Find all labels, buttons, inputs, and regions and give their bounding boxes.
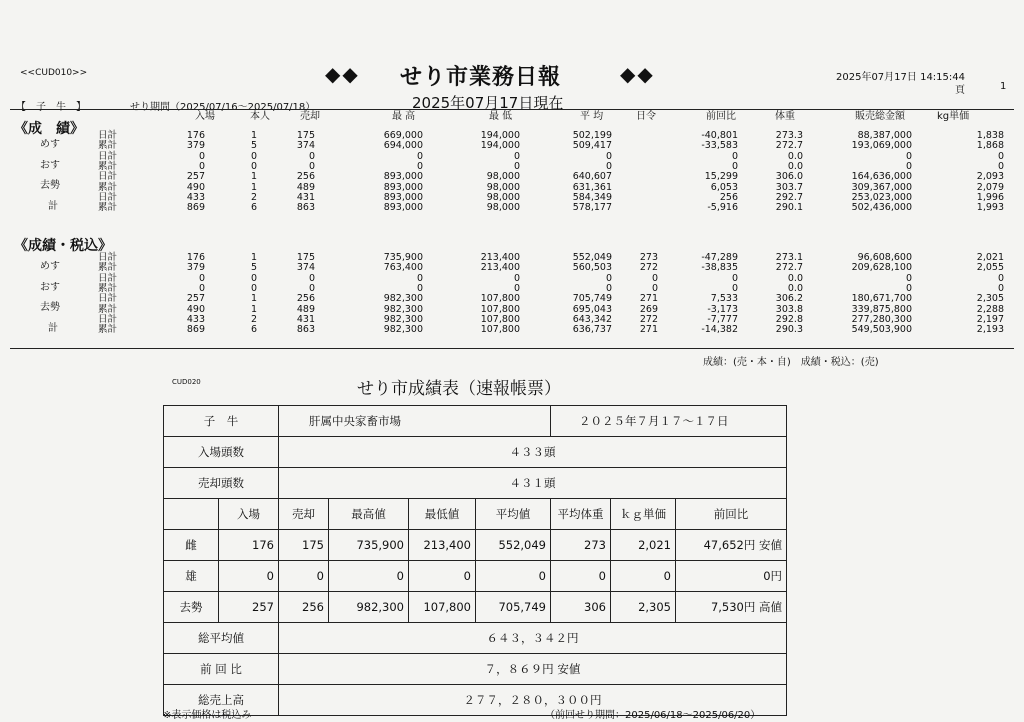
- sheet-cell-taiju: 0: [551, 561, 611, 592]
- cell-sogaku: 193,069,000: [851, 140, 912, 152]
- sheet-cell-saitei: 0: [409, 561, 476, 592]
- cell-zenkai: 7,533: [710, 293, 738, 305]
- cell-nichirei: 0: [651, 282, 658, 294]
- cell-saiko: 982,300: [383, 293, 423, 305]
- row-kind: 日計: [98, 171, 118, 183]
- cell-zenkai: 0: [731, 272, 738, 284]
- cell-heikin: 631,361: [572, 181, 612, 193]
- col-nichirei: 日令: [636, 111, 656, 122]
- cell-baikyaku: 489: [296, 303, 315, 315]
- sheet-cell-saiko: 735,900: [329, 530, 409, 561]
- sheet-cell-nyujo: 257: [219, 592, 279, 623]
- cell-kg: 1,838: [976, 130, 1004, 141]
- cell-nyujo: 433: [186, 313, 205, 325]
- col-zenkai: 前回比: [706, 111, 736, 122]
- cell-baikyaku: 175: [296, 252, 315, 263]
- cell-taiju: 290.1: [775, 202, 803, 214]
- cell-baikyaku: 863: [296, 202, 315, 214]
- cell-saiko: 893,000: [383, 191, 423, 203]
- cell-nichirei: 0: [651, 272, 658, 284]
- cell-nichirei: 271: [639, 293, 658, 305]
- cell-sogaku: 253,023,000: [851, 191, 912, 203]
- col-kg: kg単価: [937, 111, 970, 122]
- sheet-entered-value: ４３３頭: [279, 437, 787, 468]
- sheet-cell-saiko: 0: [329, 561, 409, 592]
- col-baikyaku: 売却: [300, 111, 320, 122]
- sheet-code: CUD020: [172, 378, 201, 386]
- cell-saiko: 893,000: [383, 181, 423, 193]
- cell-taiju: 0.0: [787, 160, 803, 172]
- cell-baikyaku: 431: [296, 191, 315, 203]
- cell-taiju: 303.7: [775, 181, 803, 193]
- group-label: 計: [48, 322, 58, 334]
- sheet-header-row: [164, 499, 787, 530]
- cell-sogaku: 88,387,000: [857, 130, 912, 141]
- sheet-title: せり市成績表（速報帳票）: [357, 379, 561, 399]
- cell-honnin: 6: [250, 202, 257, 214]
- sheet-cell-zenkai: 0円: [676, 561, 787, 592]
- cell-kg: 0: [997, 150, 1004, 162]
- cell-saiko: 0: [416, 282, 423, 294]
- sheet-cell-saiko: 982,300: [329, 592, 409, 623]
- cell-saitei: 0: [513, 150, 520, 162]
- group-label: おす: [40, 159, 60, 171]
- diamond-icon-left: ◆◆: [325, 62, 360, 86]
- cell-sogaku: 277,280,300: [851, 313, 912, 325]
- row-kind: 累計: [98, 303, 118, 315]
- sheet-header: 平均値: [476, 499, 551, 530]
- cell-saitei: 107,800: [480, 293, 520, 305]
- cell-sogaku: 209,628,100: [851, 262, 912, 274]
- sheet-header-blank: [164, 499, 219, 530]
- group-label: めす: [40, 139, 60, 150]
- cell-nyujo: 869: [186, 202, 205, 214]
- cell-nyujo: 176: [186, 130, 205, 141]
- cell-saitei: 98,000: [486, 191, 520, 203]
- cell-nyujo: 433: [186, 191, 205, 203]
- page-label: 頁: [955, 85, 965, 96]
- cell-taiju: 272.7: [775, 140, 803, 152]
- cell-saitei: 98,000: [486, 171, 520, 183]
- cell-kg: 0: [997, 272, 1004, 284]
- sheet-total-label: 総売上高: [164, 685, 279, 716]
- cell-zenkai: 0: [731, 160, 738, 172]
- cell-saitei: 213,400: [480, 252, 520, 263]
- cell-sogaku: 0: [905, 272, 912, 284]
- col-nyujo: 入場: [195, 111, 215, 122]
- cell-honnin: 1: [250, 293, 257, 305]
- cell-sogaku: 164,636,000: [851, 171, 912, 183]
- cell-saitei: 98,000: [486, 181, 520, 193]
- cell-saitei: 194,000: [480, 130, 520, 141]
- cell-sogaku: 0: [905, 282, 912, 294]
- sheet-row-sold: [164, 468, 787, 499]
- row-kind: 累計: [98, 160, 118, 172]
- print-datetime: 2025年07月17日 14:15:44: [836, 72, 965, 83]
- cell-zenkai: -3,173: [707, 303, 738, 315]
- cell-heikin: 0: [605, 282, 612, 294]
- row-kind: 累計: [98, 202, 118, 214]
- sheet-header: ｋｇ単価: [611, 499, 676, 530]
- table-row: [0, 172, 1024, 182]
- row-kind: 日計: [98, 272, 118, 284]
- cell-baikyaku: 0: [308, 282, 315, 294]
- cell-saiko: 893,000: [383, 202, 423, 214]
- cell-kg: 1,996: [976, 191, 1004, 203]
- cell-nichirei: 272: [639, 313, 658, 325]
- cell-nyujo: 0: [198, 150, 205, 162]
- cell-honnin: 0: [250, 272, 257, 284]
- table-row: [0, 274, 1024, 284]
- cell-taiju: 0.0: [787, 150, 803, 162]
- sheet-header: 売却: [279, 499, 329, 530]
- cell-kg: 2,093: [976, 171, 1004, 183]
- row-kind: 累計: [98, 282, 118, 294]
- table-row: [0, 263, 1024, 273]
- cell-baikyaku: 175: [296, 130, 315, 141]
- sheet-date-range: ２０２５年７月１７～１７日: [551, 406, 787, 437]
- cell-zenkai: -40,801: [701, 130, 738, 141]
- section-title-seiseki: 《成 績》: [14, 121, 84, 137]
- cell-baikyaku: 0: [308, 272, 315, 284]
- cell-sogaku: 309,367,000: [851, 181, 912, 193]
- cell-honnin: 5: [250, 262, 257, 274]
- cell-heikin: 705,749: [572, 293, 612, 305]
- cell-honnin: 6: [250, 324, 257, 336]
- cell-sogaku: 180,671,700: [851, 293, 912, 305]
- cell-kg: 0: [997, 282, 1004, 294]
- sheet-data-row: [164, 592, 787, 623]
- cell-baikyaku: 374: [296, 140, 315, 152]
- cell-taiju: 303.8: [775, 303, 803, 315]
- sheet-row-label: 去勢: [164, 592, 219, 623]
- cell-sogaku: 0: [905, 150, 912, 162]
- group-label: 去勢: [40, 302, 60, 314]
- as-of-date: 2025年07月17日現在: [412, 94, 564, 112]
- sheet-prev-label: 前 回 比: [164, 654, 279, 685]
- col-honnin: 本人: [250, 111, 270, 122]
- row-kind: 日計: [98, 293, 118, 305]
- cell-taiju: 306.2: [775, 293, 803, 305]
- row-kind: 累計: [98, 262, 118, 274]
- cell-honnin: 0: [250, 282, 257, 294]
- sheet-row-label: 雌: [164, 530, 219, 561]
- cell-honnin: 1: [250, 130, 257, 141]
- cell-heikin: 636,737: [572, 324, 612, 336]
- cell-heikin: 643,342: [572, 313, 612, 325]
- cell-heikin: 0: [605, 272, 612, 284]
- cell-kg: 2,305: [976, 293, 1004, 305]
- col-saiko: 最 高: [392, 111, 416, 122]
- cell-saiko: 669,000: [383, 130, 423, 141]
- cell-honnin: 2: [250, 313, 257, 325]
- sheet-data-row: [164, 561, 787, 592]
- sheet-header: 最低値: [409, 499, 476, 530]
- cell-taiju: 0.0: [787, 272, 803, 284]
- cell-saiko: 735,900: [383, 252, 423, 263]
- sheet-cell-taiju: 273: [551, 530, 611, 561]
- table-row: [0, 305, 1024, 315]
- sheet-cell-baikyaku: 175: [279, 530, 329, 561]
- cell-baikyaku: 374: [296, 262, 315, 274]
- sheet-cell-nyujo: 176: [219, 530, 279, 561]
- cell-kg: 2,079: [976, 181, 1004, 193]
- page-number: 1: [1000, 81, 1007, 92]
- cell-saiko: 0: [416, 160, 423, 172]
- cell-saitei: 107,800: [480, 313, 520, 325]
- cell-kg: 2,055: [976, 262, 1004, 274]
- cell-sogaku: 0: [905, 160, 912, 172]
- sheet-cell-baikyaku: 256: [279, 592, 329, 623]
- cell-taiju: 273.1: [775, 252, 803, 263]
- legend-note: 成績：(売・本・自) 成績・税込：(売): [703, 357, 879, 368]
- cell-heikin: 502,199: [572, 130, 612, 141]
- cell-heikin: 578,177: [572, 202, 612, 214]
- cell-taiju: 290.3: [775, 324, 803, 336]
- cell-saitei: 0: [513, 282, 520, 294]
- cell-honnin: 1: [250, 303, 257, 315]
- sheet-cell-baikyaku: 0: [279, 561, 329, 592]
- cell-honnin: 1: [250, 181, 257, 193]
- column-header-row: [0, 112, 1024, 122]
- cell-nyujo: 0: [198, 282, 205, 294]
- cell-zenkai: 0: [731, 282, 738, 294]
- cell-honnin: 1: [250, 252, 257, 263]
- row-kind: 累計: [98, 140, 118, 152]
- cell-nichirei: 269: [639, 303, 658, 315]
- cell-sogaku: 549,503,900: [851, 324, 912, 336]
- cell-saitei: 194,000: [480, 140, 520, 152]
- sheet-row-category: [164, 406, 787, 437]
- category-label: 【 子 牛 】: [16, 102, 86, 113]
- sheet-entered-label: 入場頭数: [164, 437, 279, 468]
- report-title: せり市業務日報: [400, 65, 562, 90]
- cell-saiko: 982,300: [383, 303, 423, 315]
- sheet-row-prev: [164, 654, 787, 685]
- sheet-cell-heikin: 0: [476, 561, 551, 592]
- sheet-body: [164, 530, 787, 623]
- cell-saitei: 0: [513, 160, 520, 172]
- cell-saitei: 213,400: [480, 262, 520, 274]
- cell-kg: 2,021: [976, 252, 1004, 263]
- sheet-cell-saitei: 213,400: [409, 530, 476, 561]
- cell-heikin: 560,503: [572, 262, 612, 274]
- cell-sogaku: 96,608,600: [857, 252, 912, 263]
- row-kind: 累計: [98, 324, 118, 336]
- note-prev-period: （前回せり期間：2025/06/18～2025/06/20）: [545, 710, 761, 721]
- cell-zenkai: -47,289: [701, 252, 738, 263]
- cell-nyujo: 869: [186, 324, 205, 336]
- sheet-table: [163, 405, 787, 716]
- sheet-header: 入場: [219, 499, 279, 530]
- header-rule: [10, 109, 1014, 110]
- cell-zenkai: -38,835: [701, 262, 738, 274]
- row-kind: 日計: [98, 252, 118, 263]
- sheet-row-avg: [164, 623, 787, 654]
- cell-nyujo: 490: [186, 181, 205, 193]
- table-bottom-rule: [10, 348, 1014, 349]
- cell-baikyaku: 0: [308, 160, 315, 172]
- note-tax: ※表示価格は税込み: [163, 710, 252, 721]
- group-label: 去勢: [40, 180, 60, 192]
- cell-nyujo: 257: [186, 293, 205, 305]
- cell-honnin: 0: [250, 150, 257, 162]
- cell-zenkai: -33,583: [701, 140, 738, 152]
- table-row: [0, 152, 1024, 162]
- table-row: [0, 183, 1024, 193]
- cell-heikin: 640,607: [572, 171, 612, 183]
- cell-saiko: 694,000: [383, 140, 423, 152]
- sheet-prev-value: ７，８６９円 安値: [279, 654, 787, 685]
- cell-heikin: 584,349: [572, 191, 612, 203]
- group-label: めす: [40, 261, 60, 272]
- table-row: [0, 325, 1024, 335]
- table-row: [0, 203, 1024, 213]
- cell-saiko: 982,300: [383, 313, 423, 325]
- cell-baikyaku: 0: [308, 150, 315, 162]
- cell-heikin: 0: [605, 150, 612, 162]
- cell-nichirei: 271: [639, 324, 658, 336]
- cell-zenkai: -7,777: [707, 313, 738, 325]
- period-label: せり期間（2025/07/16～2025/07/18）: [130, 102, 316, 113]
- cell-baikyaku: 431: [296, 313, 315, 325]
- cell-zenkai: 6,053: [710, 181, 738, 193]
- cell-taiju: 292.7: [775, 191, 803, 203]
- sheet-header: 前回比: [676, 499, 787, 530]
- cell-heikin: 552,049: [572, 252, 612, 263]
- sheet-data-row: [164, 530, 787, 561]
- col-taiju: 体重: [775, 111, 795, 122]
- cell-baikyaku: 256: [296, 293, 315, 305]
- sheet-sold-label: 売却頭数: [164, 468, 279, 499]
- col-sogaku: 販売総金額: [855, 111, 905, 122]
- cell-baikyaku: 489: [296, 181, 315, 193]
- cell-taiju: 0.0: [787, 282, 803, 294]
- sheet-cell-kg: 2,021: [611, 530, 676, 561]
- sheet-avg-value: ６４３，３４２円: [279, 623, 787, 654]
- cell-kg: 2,197: [976, 313, 1004, 325]
- cell-sogaku: 339,875,800: [851, 303, 912, 315]
- cell-sogaku: 502,436,000: [851, 202, 912, 214]
- sheet-market: 肝属中央家畜市場: [279, 406, 551, 437]
- report-code: <<CUD010>>: [20, 68, 88, 78]
- section-title-zeikomi: 《成績・税込》: [14, 238, 112, 254]
- cell-baikyaku: 256: [296, 171, 315, 183]
- cell-saitei: 0: [513, 272, 520, 284]
- cell-honnin: 2: [250, 191, 257, 203]
- cell-honnin: 1: [250, 171, 257, 183]
- cell-kg: 1,993: [976, 202, 1004, 214]
- sheet-cell-saitei: 107,800: [409, 592, 476, 623]
- sheet-row-entered: [164, 437, 787, 468]
- cell-zenkai: -5,916: [707, 202, 738, 214]
- cell-zenkai: 15,299: [704, 171, 738, 183]
- sheet-cell-heikin: 552,049: [476, 530, 551, 561]
- cell-taiju: 273.3: [775, 130, 803, 141]
- row-kind: 累計: [98, 181, 118, 193]
- sheet-total-value: ２７７，２８０，３００円: [279, 685, 787, 716]
- cell-nyujo: 0: [198, 160, 205, 172]
- sheet-sold-value: ４３１頭: [279, 468, 787, 499]
- cell-saiko: 893,000: [383, 171, 423, 183]
- cell-heikin: 695,043: [572, 303, 612, 315]
- sheet-cell-zenkai: 47,652円 安値: [676, 530, 787, 561]
- cell-kg: 0: [997, 160, 1004, 172]
- sheet-cell-kg: 2,305: [611, 592, 676, 623]
- sheet-row-label: 雄: [164, 561, 219, 592]
- cell-saiko: 982,300: [383, 324, 423, 336]
- cell-zenkai: -14,382: [701, 324, 738, 336]
- sheet-cell-nyujo: 0: [219, 561, 279, 592]
- cell-saitei: 107,800: [480, 303, 520, 315]
- row-kind: 日計: [98, 191, 118, 203]
- cell-heikin: 509,417: [572, 140, 612, 152]
- sheet-cell-zenkai: 7,530円 高値: [676, 592, 787, 623]
- row-kind: 日計: [98, 150, 118, 162]
- cell-saitei: 98,000: [486, 202, 520, 214]
- table-row: [0, 294, 1024, 304]
- sheet-avg-label: 総平均値: [164, 623, 279, 654]
- cell-nyujo: 379: [186, 262, 205, 274]
- row-kind: 日計: [98, 130, 118, 141]
- sheet-header: 平均体重: [551, 499, 611, 530]
- cell-nyujo: 379: [186, 140, 205, 152]
- table-row: [0, 141, 1024, 151]
- cell-zenkai: 0: [731, 150, 738, 162]
- diamond-icon-right: ◆◆: [620, 62, 655, 86]
- cell-nichirei: 272: [639, 262, 658, 274]
- sheet-cell-taiju: 306: [551, 592, 611, 623]
- cell-honnin: 0: [250, 160, 257, 172]
- sheet-header: 最高値: [329, 499, 409, 530]
- cell-zenkai: 256: [719, 191, 738, 203]
- cell-kg: 2,193: [976, 324, 1004, 336]
- cell-kg: 1,868: [976, 140, 1004, 152]
- cell-saiko: 0: [416, 272, 423, 284]
- col-saitei: 最 低: [489, 111, 513, 122]
- sheet-category: 子 牛: [164, 406, 279, 437]
- cell-nyujo: 176: [186, 252, 205, 263]
- cell-taiju: 306.0: [775, 171, 803, 183]
- cell-taiju: 292.8: [775, 313, 803, 325]
- cell-nyujo: 257: [186, 171, 205, 183]
- cell-saiko: 763,400: [383, 262, 423, 274]
- col-heikin: 平 均: [580, 111, 604, 122]
- cell-baikyaku: 863: [296, 324, 315, 336]
- cell-honnin: 5: [250, 140, 257, 152]
- group-label: 計: [48, 200, 58, 212]
- cell-kg: 2,288: [976, 303, 1004, 315]
- cell-heikin: 0: [605, 160, 612, 172]
- group-label: おす: [40, 281, 60, 293]
- sheet-cell-heikin: 705,749: [476, 592, 551, 623]
- cell-saitei: 107,800: [480, 324, 520, 336]
- cell-nyujo: 490: [186, 303, 205, 315]
- cell-nyujo: 0: [198, 272, 205, 284]
- row-kind: 日計: [98, 313, 118, 325]
- sheet-cell-kg: 0: [611, 561, 676, 592]
- cell-saiko: 0: [416, 150, 423, 162]
- cell-nichirei: 273: [639, 252, 658, 263]
- cell-taiju: 272.7: [775, 262, 803, 274]
